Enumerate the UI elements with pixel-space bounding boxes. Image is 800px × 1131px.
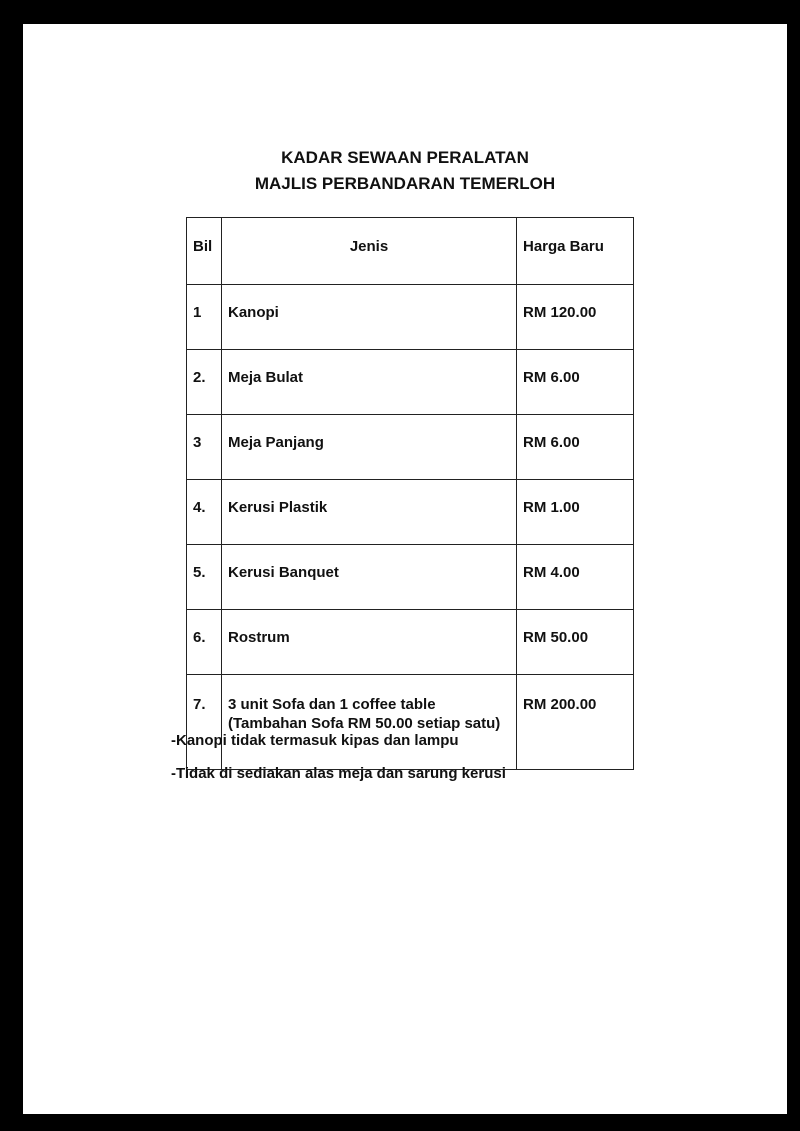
cell-harga: RM 6.00 — [517, 350, 634, 415]
cell-harga: RM 120.00 — [517, 285, 634, 350]
document-title — [23, 145, 787, 197]
table-row — [187, 415, 634, 480]
header-jenis: Jenis — [222, 218, 517, 285]
table-row — [187, 350, 634, 415]
cell-harga: RM 50.00 — [517, 610, 634, 675]
cell-jenis: Meja Bulat — [222, 350, 517, 415]
table-row — [187, 610, 634, 675]
cell-jenis: Kanopi — [222, 285, 517, 350]
cell-bil: 3 — [187, 415, 222, 480]
cell-jenis: Rostrum — [222, 610, 517, 675]
cell-bil: 4. — [187, 480, 222, 545]
title-line-2: MAJLIS PERBANDARAN TEMERLOH — [254, 174, 556, 193]
table-row — [187, 285, 634, 350]
notes — [171, 732, 506, 798]
cell-jenis: Meja Panjang — [222, 415, 517, 480]
cell-bil: 7. — [187, 675, 222, 770]
cell-bil: 1 — [187, 285, 222, 350]
cell-jenis: Kerusi Plastik — [222, 480, 517, 545]
table-header-row — [187, 218, 634, 285]
cell-harga: RM 200.00 — [517, 675, 634, 770]
table-row — [187, 545, 634, 610]
note-alas-meja: -Tidak di sediakan alas meja dan sarung kerusi — [171, 765, 506, 782]
header-harga: Harga Baru — [517, 218, 634, 285]
rental-rates-table — [186, 217, 634, 770]
title-line-1: KADAR SEWAAN PERALATAN — [281, 148, 529, 167]
document-page — [23, 24, 787, 1114]
note-kanopi: -Kanopi tidak termasuk kipas dan lampu — [171, 732, 459, 749]
cell-harga: RM 1.00 — [517, 480, 634, 545]
header-bil: Bil — [187, 218, 222, 285]
cell-harga: RM 6.00 — [517, 415, 634, 480]
cell-bil: 5. — [187, 545, 222, 610]
cell-jenis: Kerusi Banquet — [222, 545, 517, 610]
cell-bil: 6. — [187, 610, 222, 675]
cell-jenis: 3 unit Sofa dan 1 coffee table (Tambahan Sofa RM 50.00 setiap satu) — [222, 675, 517, 770]
table-row — [187, 480, 634, 545]
cell-bil: 2. — [187, 350, 222, 415]
cell-harga: RM 4.00 — [517, 545, 634, 610]
